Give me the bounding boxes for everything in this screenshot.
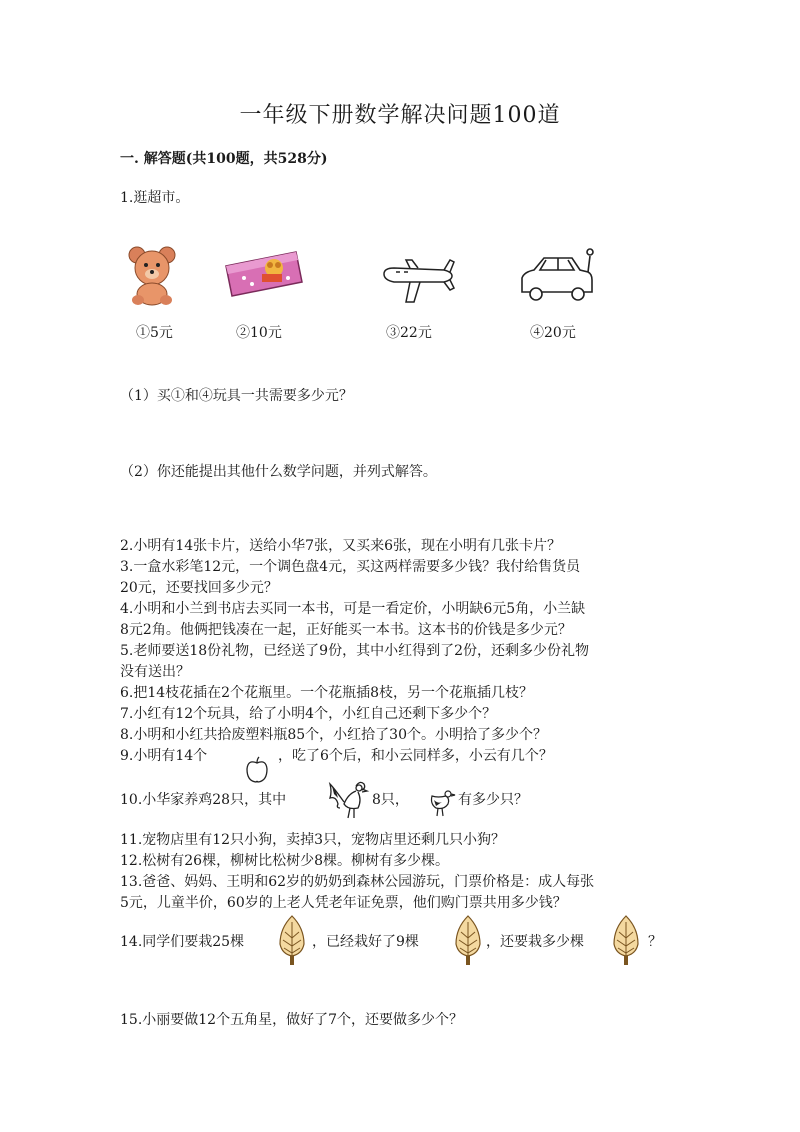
question-9-part-1: 9.小明有14个 <box>120 748 208 764</box>
tree-icon <box>276 914 308 966</box>
question-14-part-4: ？ <box>648 934 662 950</box>
question-9-part-2: ，吃了6个后，和小云同样多，小云有几个？ <box>278 748 553 764</box>
question-1-sub-2: （2）你还能提出其他什么数学问题，并列式解答。 <box>120 464 437 480</box>
question-12: 12.松树有26棵，柳树比松树少8棵。柳树有多少棵。 <box>120 853 449 869</box>
question-14-part-3: ，还要栽多少棵 <box>486 934 584 950</box>
hen-icon <box>426 786 458 818</box>
question-4-line-1: 4.小明和小兰到书店去买同一本书，可是一看定价，小明缺6元5角，小兰缺 <box>120 601 586 617</box>
question-5-line-2: 没有送出？ <box>120 664 190 680</box>
question-7: 7.小红有12个玩具，给了小明4个，小红自己还剩下多少个？ <box>120 706 497 722</box>
airplane-icon <box>380 258 456 304</box>
question-1-stem: 1.逛超市。 <box>120 190 190 206</box>
page-title: 一年级下册数学解决问题100道 <box>239 103 561 128</box>
question-10-part-2: 8只， <box>372 792 409 808</box>
section-heading: 一. 解答题(共100题，共528分) <box>120 151 328 167</box>
question-11: 11.宠物店里有12只小狗，卖掉3只，宠物店里还剩几只小狗？ <box>120 832 505 848</box>
question-1-sub-1: （1）买①和④玩具一共需要多少元？ <box>120 388 353 404</box>
pencil-case-icon <box>222 248 306 300</box>
question-5-line-1: 5.老师要送18份礼物，已经送了9份，其中小红得到了2份，还剩多少份礼物 <box>120 643 589 659</box>
question-2: 2.小明有14张卡片，送给小华7张，又买来6张，现在小明有几张卡片？ <box>120 538 561 554</box>
tree-icon <box>452 914 484 966</box>
toy-1-caption: ①5元 <box>136 325 173 341</box>
toy-3-caption: ③22元 <box>386 325 432 341</box>
question-13-line-2: 5元，儿童半价，60岁的上老人凭老年证免票，他们购门票共用多少钱？ <box>120 895 567 911</box>
toy-2-caption: ②10元 <box>236 325 282 341</box>
question-15: 15.小丽要做12个五角星，做好了7个，还要做多少个？ <box>120 1012 463 1028</box>
question-6: 6.把14枝花插在2个花瓶里。一个花瓶插8枝，另一个花瓶插几枝？ <box>120 685 533 701</box>
question-3-line-2: 20元，还要找回多少元？ <box>120 580 278 596</box>
apple-icon <box>244 756 270 784</box>
teddy-bear-icon <box>126 244 178 306</box>
question-10-part-3: 有多少只？ <box>458 792 528 808</box>
tree-icon <box>610 914 642 966</box>
question-10-part-1: 10.小华家养鸡28只，其中 <box>120 792 287 808</box>
toy-4-caption: ④20元 <box>530 325 576 341</box>
question-4-line-2: 8元2角。他俩把钱凑在一起，正好能买一本书。这本书的价钱是多少元？ <box>120 622 572 638</box>
question-13-line-1: 13.爸爸、妈妈、王明和62岁的奶奶到森林公园游玩，门票价格是：成人每张 <box>120 874 595 890</box>
rooster-icon <box>326 778 372 820</box>
question-8: 8.小明和小红共拾废塑料瓶85个，小红拾了30个。小明拾了多少个？ <box>120 727 547 743</box>
question-14-part-2: ，已经栽好了9棵 <box>312 934 419 950</box>
question-14-part-1: 14.同学们要栽25棵 <box>120 934 245 950</box>
question-3-line-1: 3.一盒水彩笔12元，一个调色盘4元，买这两样需要多少钱？我付给售货员 <box>120 559 581 575</box>
toy-car-icon <box>518 246 596 304</box>
